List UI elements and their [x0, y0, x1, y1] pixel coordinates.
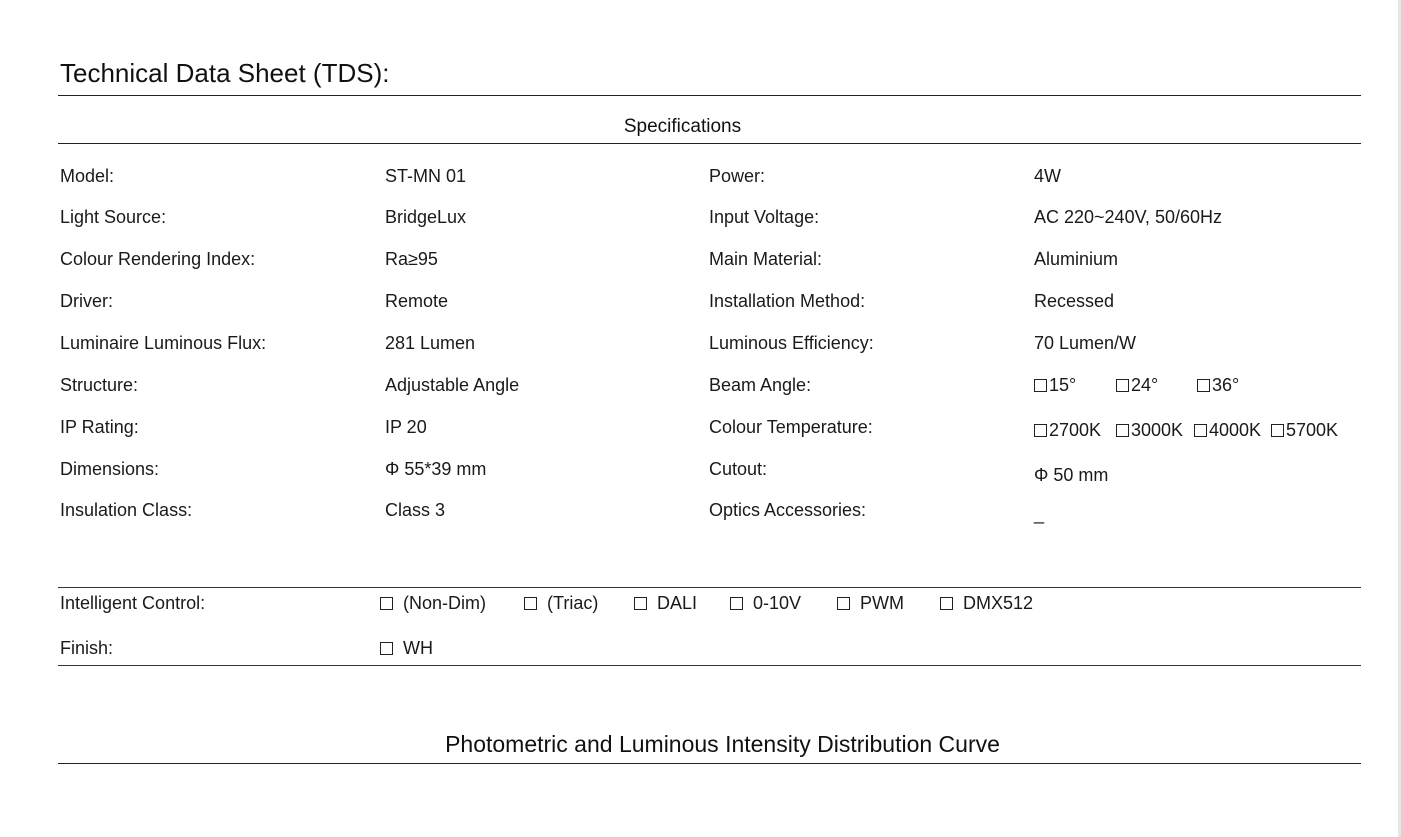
spec-label-input-voltage: Input Voltage:	[709, 207, 820, 227]
spec-value-ip-rating: IP 20	[385, 417, 427, 437]
colour-temp-option-label: 4000K	[1209, 420, 1262, 440]
checkbox-icon	[634, 597, 647, 610]
spec-value-installation-method: Recessed	[1034, 291, 1115, 311]
beam-angle-option-36[interactable]	[1197, 374, 1239, 396]
beam-angle-option-label: 36°	[1212, 375, 1240, 395]
spec-value-luminous-flux: 281 Lumen	[385, 333, 476, 353]
spec-label-main-material: Main Material:	[709, 249, 823, 269]
spec-value-cri: Ra≥95	[385, 249, 438, 269]
colour-temp-option-label: 5700K	[1286, 420, 1339, 440]
checkbox-icon	[837, 597, 850, 610]
beam-angle-option-label: 24°	[1131, 375, 1159, 395]
beam-angle-option-24[interactable]	[1116, 374, 1158, 396]
colour-temp-option-label: 3000K	[1131, 420, 1184, 440]
spec-label-beam-angle: Beam Angle:	[709, 375, 812, 395]
beam-angle-option-15[interactable]	[1034, 374, 1076, 396]
spec-label-power: Power:	[709, 166, 766, 186]
control-option-label: (Triac)	[547, 593, 599, 613]
beam-angle-option-label: 15°	[1049, 375, 1077, 395]
finish-label: Finish:	[60, 638, 114, 658]
spec-label-luminous-flux: Luminaire Luminous Flux:	[60, 333, 267, 353]
colour-temp-option-label: 2700K	[1049, 420, 1102, 440]
spec-value-light-source: BridgeLux	[385, 207, 467, 227]
specifications-heading: Specifications	[623, 116, 742, 137]
document-title: Technical Data Sheet (TDS):	[60, 58, 390, 88]
spec-value-model: ST-MN 01	[385, 166, 467, 186]
spec-value-input-voltage: AC 220~240V, 50/60Hz	[1034, 207, 1222, 227]
checkbox-icon	[940, 597, 953, 610]
spec-value-optics-accessories: _	[1034, 504, 1045, 524]
control-section-bottom-rule	[58, 665, 1361, 666]
spec-label-luminous-efficiency: Luminous Efficiency:	[709, 333, 874, 353]
control-section-top-rule	[58, 587, 1361, 588]
control-option-label: 0-10V	[753, 593, 802, 613]
control-option-0-10v[interactable]	[730, 592, 801, 614]
title-rule	[58, 95, 1361, 96]
colour-temp-option-4000k[interactable]	[1194, 419, 1261, 441]
checkbox-icon	[1116, 424, 1129, 437]
spec-value-main-material: Aluminium	[1034, 249, 1119, 269]
checkbox-icon	[730, 597, 743, 610]
spec-label-cutout: Cutout:	[709, 459, 768, 479]
checkbox-icon	[1034, 379, 1047, 392]
control-option-label: (Non-Dim)	[403, 593, 486, 613]
control-option-triac[interactable]	[524, 592, 598, 614]
control-option-non-dim[interactable]	[380, 592, 486, 614]
checkbox-icon	[1116, 379, 1129, 392]
checkbox-icon	[380, 642, 393, 655]
spec-value-structure: Adjustable Angle	[385, 375, 520, 395]
spec-label-structure: Structure:	[60, 375, 139, 395]
colour-temp-option-2700k[interactable]	[1034, 419, 1101, 441]
checkbox-icon	[1034, 424, 1047, 437]
control-option-pwm[interactable]	[837, 592, 904, 614]
spec-label-cri: Colour Rendering Index:	[60, 249, 256, 269]
spec-label-ip-rating: IP Rating:	[60, 417, 139, 437]
spec-value-power: 4W	[1034, 166, 1061, 186]
checkbox-icon	[1271, 424, 1284, 437]
spec-value-luminous-efficiency: 70 Lumen/W	[1034, 333, 1137, 353]
photometric-heading: Photometric and Luminous Intensity Distribution Curve	[445, 731, 1000, 757]
intelligent-control-label: Intelligent Control:	[60, 593, 206, 613]
spec-value-cutout: Φ 50 mm	[1034, 465, 1109, 485]
spec-label-model: Model:	[60, 166, 115, 186]
checkbox-icon	[1194, 424, 1207, 437]
control-option-label: DALI	[657, 593, 698, 613]
control-option-label: DMX512	[963, 593, 1034, 613]
spec-label-light-source: Light Source:	[60, 207, 167, 227]
spec-label-insulation-class: Insulation Class:	[60, 500, 193, 520]
photometric-rule	[58, 763, 1361, 764]
finish-option-wh[interactable]	[380, 637, 433, 659]
checkbox-icon	[524, 597, 537, 610]
control-option-dali[interactable]	[634, 592, 697, 614]
specifications-rule	[58, 143, 1361, 144]
spec-label-installation-method: Installation Method:	[709, 291, 866, 311]
colour-temp-option-5700k[interactable]	[1271, 419, 1338, 441]
spec-label-driver: Driver:	[60, 291, 113, 311]
control-option-label: PWM	[860, 593, 904, 613]
control-option-dmx512[interactable]	[940, 592, 1033, 614]
spec-label-colour-temperature: Colour Temperature:	[709, 417, 873, 437]
spec-label-optics-accessories: Optics Accessories:	[709, 500, 867, 520]
checkbox-icon	[1197, 379, 1210, 392]
checkbox-icon	[380, 597, 393, 610]
finish-option-label: WH	[403, 638, 433, 658]
spec-label-dimensions: Dimensions:	[60, 459, 160, 479]
spec-value-insulation-class: Class 3	[385, 500, 446, 520]
spec-value-dimensions: Φ 55*39 mm	[385, 459, 487, 479]
colour-temp-option-3000k[interactable]	[1116, 419, 1183, 441]
spec-value-driver: Remote	[385, 291, 449, 311]
